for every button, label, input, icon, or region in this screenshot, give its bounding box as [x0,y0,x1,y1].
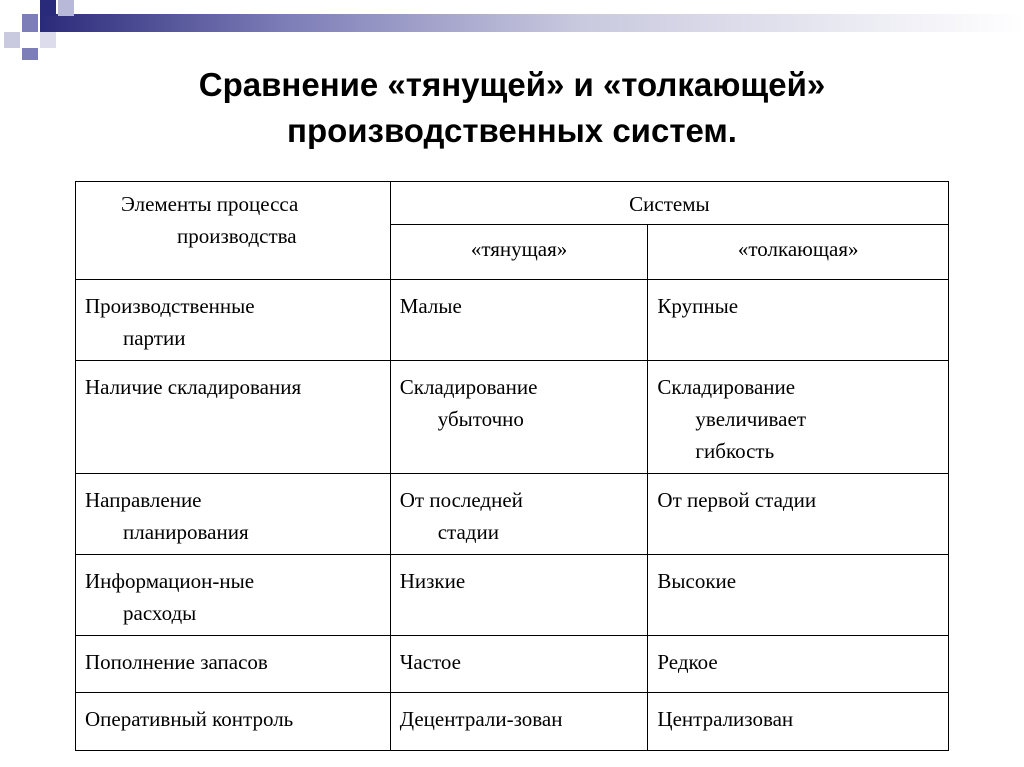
decor-square-1 [40,0,56,16]
cell-line: Низкие [399,569,466,593]
decor-square-2 [58,0,74,16]
cell-pull [390,693,648,751]
cell-pull [390,636,648,693]
table-row [76,693,949,751]
title-line-1: Сравнение «тянущей» и «толкающей» [198,66,826,103]
table-row [76,555,949,636]
header-push: «толкающая» [648,225,949,280]
decor-square-6 [22,48,38,60]
cell-line: Оперативный контроль [85,707,294,731]
table-body [76,280,949,751]
cell-element [76,693,391,751]
header-row-1 [76,182,949,225]
header-elements-line-1: Элементы процесса [121,192,299,216]
cell-line: расходы [123,601,197,625]
decor-square-5 [40,32,56,48]
cell-line: гибкость [695,439,775,463]
table-row [76,361,949,474]
cell-line: Пополнение запасов [85,650,268,674]
cell-pull [390,361,648,474]
cell-element [76,361,391,474]
cell-line: Редкое [657,650,718,674]
cell-push [648,636,949,693]
decor-square-3 [22,14,38,32]
cell-line: Направление [85,488,202,512]
cell-line: Высокие [657,569,737,593]
cell-line: увеличивает [695,407,806,431]
cell-element [76,555,391,636]
cell-line: убыточно [437,407,524,431]
cell-element [76,474,391,555]
cell-line: От последней [399,488,523,512]
cell-line: Производственные [85,294,255,318]
header-elements-line-2: производства [177,224,297,248]
cell-push [648,474,949,555]
cell-line: партии [123,326,186,350]
cell-pull [390,474,648,555]
table-row [76,280,949,361]
header-pull: «тянущая» [390,225,648,280]
gradient-strip [40,14,1024,32]
cell-line: Складирование [399,375,538,399]
header-elements [76,182,391,280]
cell-line: Централизован [657,707,794,731]
header-systems: Системы [390,182,948,225]
table-row [76,474,949,555]
cell-line: Частое [399,650,462,674]
cell-line: Наличие складирования [85,375,302,399]
title-line-2: производственных систем. [287,112,737,149]
decorative-header-bar [0,0,1024,60]
cell-pull [390,555,648,636]
cell-element [76,636,391,693]
cell-line: Крупные [657,294,739,318]
cell-line: Информацион-ные [85,569,255,593]
page-title [0,62,1024,154]
cell-line: планирования [123,520,249,544]
comparison-table [75,181,949,751]
cell-line: Малые [399,294,462,318]
cell-push [648,555,949,636]
cell-line: стадии [437,520,499,544]
table-row [76,636,949,693]
cell-line: От первой стадии [657,488,817,512]
cell-push [648,361,949,474]
cell-push [648,693,949,751]
cell-push [648,280,949,361]
cell-line: Децентрали-зован [399,707,563,731]
cell-element [76,280,391,361]
cell-pull [390,280,648,361]
cell-line: Складирование [657,375,796,399]
decor-square-4 [4,32,20,48]
